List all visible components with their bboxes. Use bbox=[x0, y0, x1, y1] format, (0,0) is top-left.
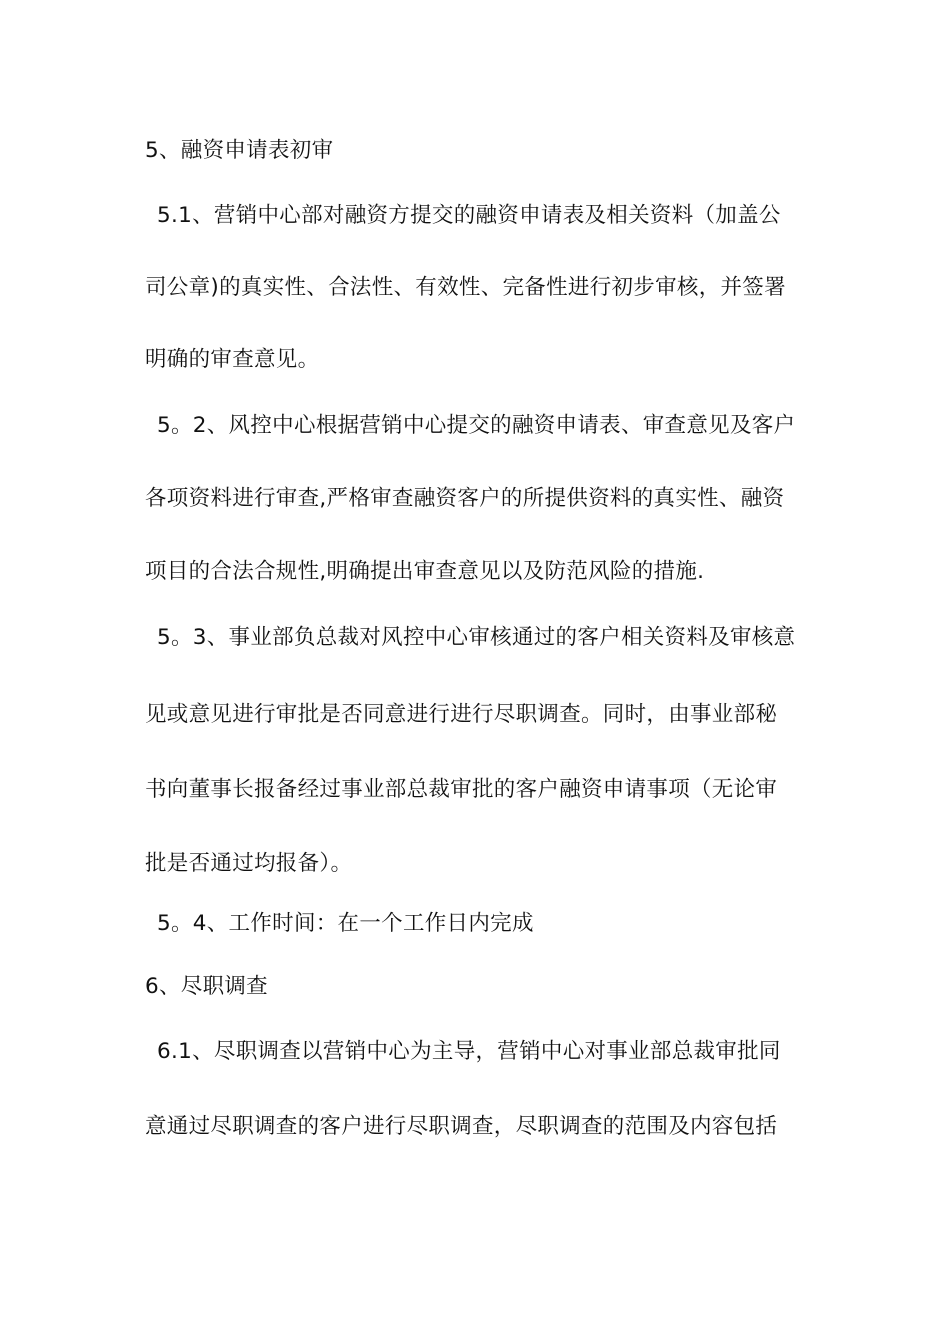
section-heading-5: 5、融资申请表初审 bbox=[145, 138, 334, 163]
paragraph-5-3-line-1: 5。3、事业部负总裁对风控中心审核通过的客户相关资料及审核意 bbox=[157, 625, 796, 650]
paragraph-5-3-line-2: 见或意见进行审批是否同意进行进行尽职调查。同时，由事业部秘 bbox=[145, 702, 778, 727]
section-heading-6: 6、尽职调查 bbox=[145, 974, 268, 999]
paragraph-6-1-line-1: 6.1、尽职调查以营销中心为主导，营销中心对事业部总裁审批同 bbox=[157, 1039, 781, 1064]
paragraph-5-1-line-2: 司公章)的真实性、合法性、有效性、完备性进行初步审核，并签署 bbox=[145, 275, 786, 300]
paragraph-5-4: 5。4、工作时间：在一个工作日内完成 bbox=[157, 911, 534, 936]
paragraph-5-3-line-4: 批是否通过均报备）。 bbox=[145, 851, 353, 876]
paragraph-5-3-line-3: 书向董事长报备经过事业部总裁审批的客户融资申请事项（无论审 bbox=[145, 777, 778, 802]
paragraph-5-1-line-1: 5.1、营销中心部对融资方提交的融资申请表及相关资料（加盖公 bbox=[157, 203, 781, 228]
paragraph-5-2-line-2: 各项资料进行审查,严格审查融资客户的所提供资料的真实性、融资 bbox=[145, 486, 785, 511]
paragraph-5-2-line-3: 项目的合法合规性,明确提出审查意见以及防范风险的措施. bbox=[145, 559, 705, 584]
paragraph-5-2-line-1: 5。2、风控中心根据营销中心提交的融资申请表、审查意见及客户 bbox=[157, 413, 796, 438]
paragraph-5-1-line-3: 明确的审查意见。 bbox=[145, 347, 320, 372]
paragraph-6-1-line-2: 意通过尽职调查的客户进行尽职调查，尽职调查的范围及内容包括 bbox=[145, 1114, 778, 1139]
